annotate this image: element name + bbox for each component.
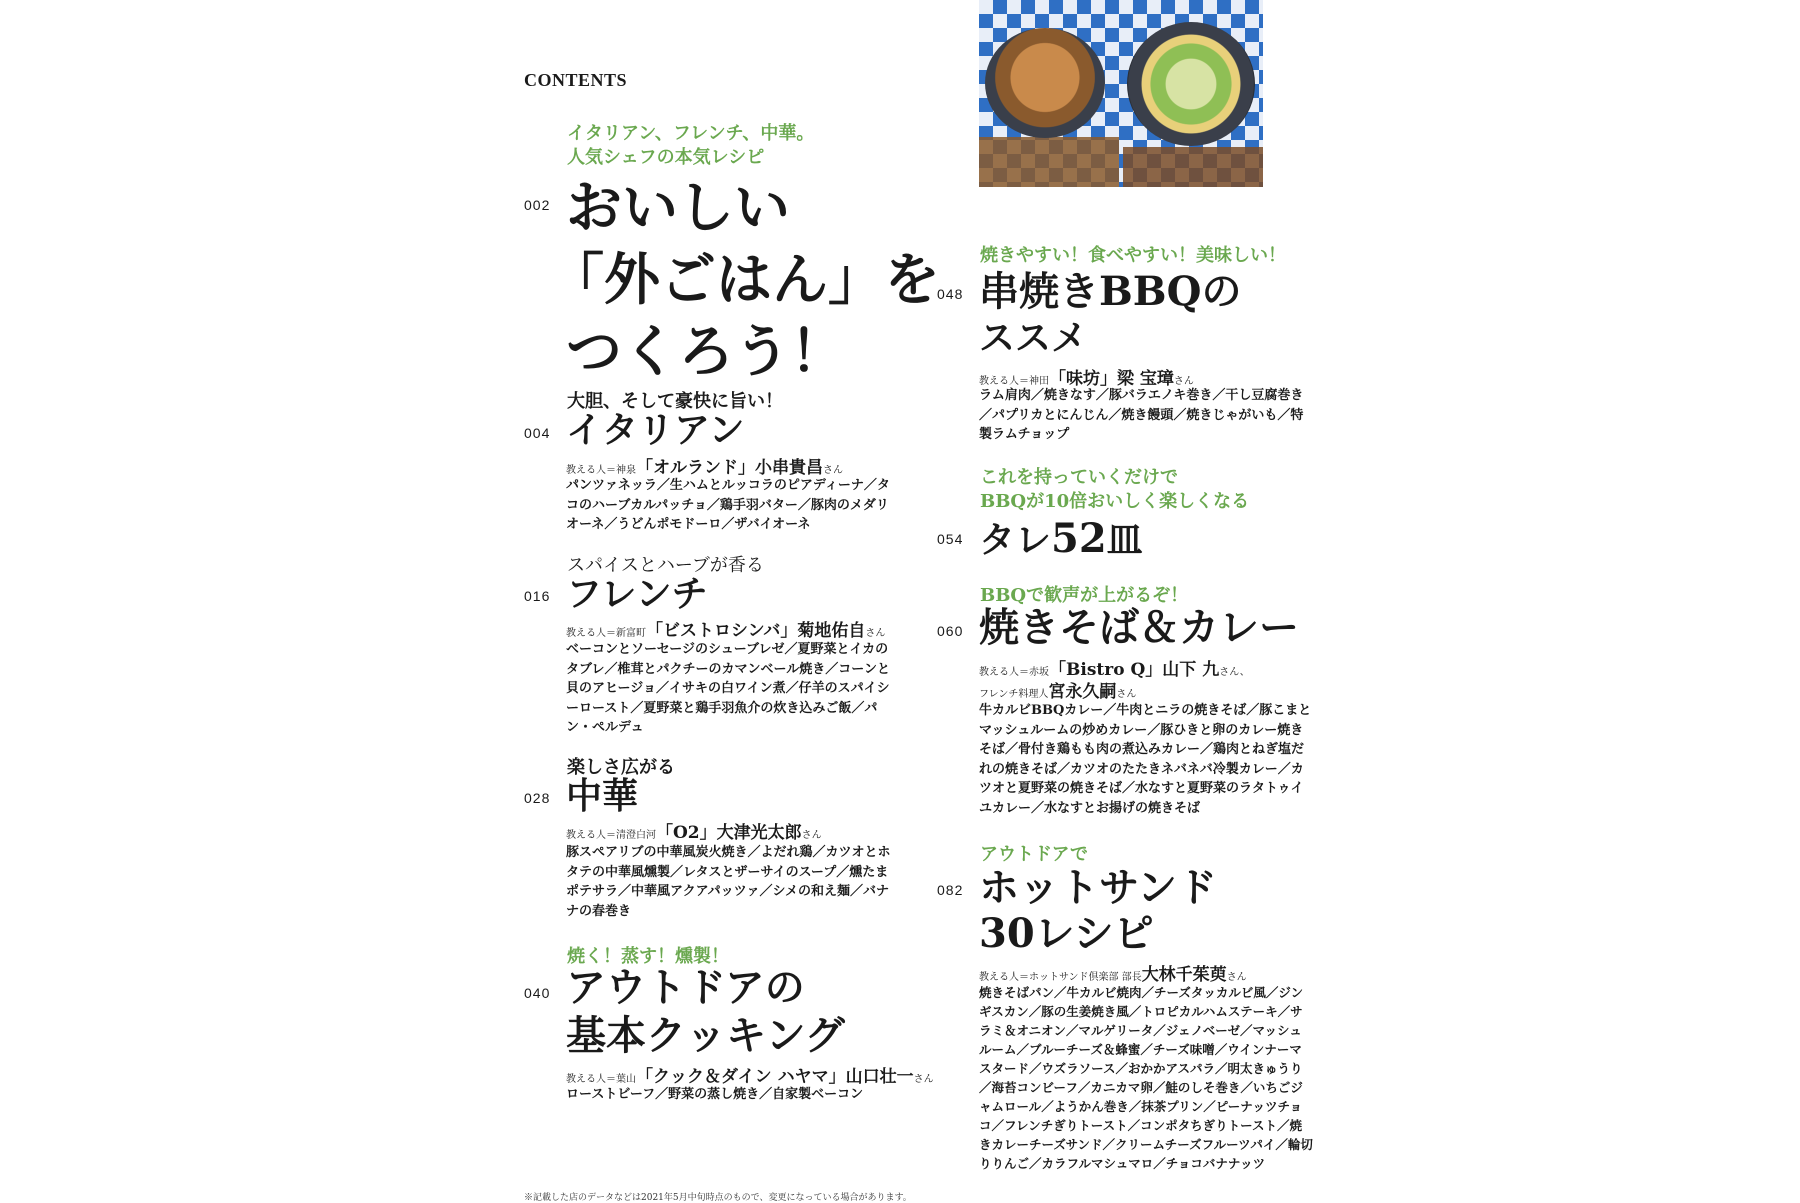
teacher-suffix: さん、 xyxy=(1219,667,1250,678)
intro-page-number: 002 xyxy=(524,197,551,213)
yakisoba-teacher-2 xyxy=(979,677,1136,702)
cover-photo xyxy=(979,0,1263,187)
teacher-name: 「味坊」梁 宝璋 xyxy=(1049,369,1174,389)
skewer-title-line-2: ススメ xyxy=(979,317,1088,359)
teacher-suffix: さん xyxy=(865,628,886,639)
hotsand-teacher xyxy=(979,960,1247,985)
skewer-title-line-1: 串焼きBBQの xyxy=(979,268,1242,315)
italian-lead: 大胆、そして豪快に旨い！ xyxy=(567,391,783,412)
teacher-prefix: 教える人＝赤坂 xyxy=(979,667,1049,678)
teacher-suffix: さん xyxy=(1173,376,1194,387)
hotsand-title-line-1: ホットサンド xyxy=(979,864,1217,911)
chinese-teacher xyxy=(566,818,822,843)
sauce-title xyxy=(979,515,1143,564)
photo-left xyxy=(979,0,1119,187)
chinese-lead: 楽しさ広がる xyxy=(567,757,675,778)
italian-page-number: 004 xyxy=(524,425,551,441)
yakisoba-title: 焼きそば＆カレー xyxy=(979,604,1299,651)
italian-title: イタリアン xyxy=(566,409,745,451)
hotsand-dishes: 焼きそばパン／牛カルビ焼肉／チーズタッカルビ風／ジンギスカン／豚の生姜焼き風／トロピカルハムステーキ／サラミ＆オニオン／マルゲリータ／ジェノベーゼ／マッシュルーム／ブルーチーズ＆蜂蜜／チーズ味噌／ウインナーマスタード／ウズラソース／おかかアスパラ／明太きゅうり／海苔コンビーフ／カニカマ卵／鮭のしそ巻き／いちごジャムロール／ようかん巻き／抹茶プリン／ピーナッツチョコ／フレンチぎりトースト／コンポタちぎりトースト／焼きカレーチーズサンド／クリームチーズフルーツパイ／輪切りりんご／カラフルマシュマロ／チョコバナナッツ xyxy=(979,985,1313,1171)
basic-page-number: 040 xyxy=(524,985,551,1001)
chinese-page-number: 028 xyxy=(524,790,551,806)
footnote: ※記載した店のデータなどは2021年5月中旬時点のもので、変更になっている場合があります。 xyxy=(524,1193,912,1203)
basic-lead: 焼く！蒸す！燻製！ xyxy=(567,946,729,967)
teacher-suffix: さん xyxy=(1226,972,1247,983)
italian-teacher xyxy=(566,453,843,478)
intro-title-line-1: おいしい xyxy=(566,175,790,241)
teacher-name: 大林千茱萸 xyxy=(1141,965,1227,985)
french-title: フレンチ xyxy=(566,573,708,615)
wooden-board xyxy=(979,137,1119,187)
sauce-page-number: 054 xyxy=(937,531,964,547)
teacher-prefix: 教える人＝ホットサンド倶楽部 部長 xyxy=(979,972,1142,983)
teacher-suffix: さん xyxy=(823,465,843,476)
chinese-dishes: 豚スペアリブの中華風炭火焼き／よだれ鶏／カツオとホタテの中華風燻製／レタスとザーサイのスープ／燻たまポテサラ／中華風アクアパッツァ／シメの和え麺／バナナの春巻き xyxy=(566,845,891,919)
teacher-suffix: さん xyxy=(913,1074,934,1085)
italian-dishes: パンツァネッラ／生ハムとルッコラのピアディーナ／タコのハーブカルパッチョ／鶏手羽バター／豚肉のメダリオーネ／うどんポモドーロ／ザバイオーネ xyxy=(566,478,890,532)
teacher-name: 「O2」大津光太郎 xyxy=(656,823,802,843)
teacher-prefix: 教える人＝新富町 xyxy=(566,628,646,639)
skewer-dishes: ラム肩肉／焼きなす／豚バラエノキ巻き／干し豆腐巻き／パプリカとにんじん／焼き饅頭／焼きじゃがいも／特製ラムチョップ xyxy=(979,388,1304,442)
teacher-prefix: 教える人＝葉山 xyxy=(566,1074,636,1085)
teacher-name: 「オルランド」小串貴昌 xyxy=(636,458,823,478)
sauce-title-suffix: 皿 xyxy=(1106,519,1143,561)
teacher-prefix: 教える人＝神泉 xyxy=(566,465,636,476)
skewer-lead: 焼きやすい！食べやすい！美味しい！ xyxy=(980,245,1286,266)
hotsand-lead: アウトドアで xyxy=(980,844,1088,865)
basic-teacher xyxy=(566,1062,934,1087)
hotsand-page-number: 082 xyxy=(937,882,964,898)
hotsand-title-suffix: レシピ xyxy=(1034,910,1154,957)
skewer-page-number: 048 xyxy=(937,286,964,302)
french-lead: スパイスとハーブが香る xyxy=(567,555,764,576)
teacher-suffix: さん xyxy=(1116,689,1137,700)
yakisoba-dishes: 牛カルビBBQカレー／牛肉とニラの焼きそば／豚こまとマッシュルームの炒めカレー／豚ひきと卵のカレー焼きそば／骨付き鶏もも肉の煮込みカレー／鶏肉とねぎ塩だれの焼きそば／カツオのたたきネバネバ冷製カレー／カツオと夏野菜の焼きそば／水なすと夏野菜のラタトゥイユカレー／水なすとお揚げの焼きそば xyxy=(979,703,1312,816)
french-dishes: ベーコンとソーセージのシューブレゼ／夏野菜とイカのタブレ／椎茸とパクチーのカマンベール焼き／コーンと貝のアヒージョ／イサキの白ワイン煮／仔羊のスパイシーロースト／夏野菜と鶏手羽魚介の炊き込みご飯／パン・ペルデュ xyxy=(566,642,890,735)
pot-with-vegetables-icon xyxy=(1127,22,1255,146)
hotsand-title-line-2 xyxy=(979,910,1154,958)
sauce-lead: これを持っていくだけで BBQが10倍おいしく楽しくなる xyxy=(980,467,1250,512)
sauce-title-prefix: タレ xyxy=(979,519,1052,561)
wooden-board xyxy=(1123,147,1263,187)
teacher-prefix: 教える人＝神田 xyxy=(979,376,1049,387)
teacher-prefix: フレンチ料理人 xyxy=(979,689,1049,700)
basic-dishes: ローストビーフ／野菜の蒸し焼き／自家製ベーコン xyxy=(566,1087,864,1102)
intro-title-line-2: 「外ごはん」を xyxy=(548,247,940,313)
teacher-name: 「ビストロシンバ」菊地佑自 xyxy=(646,621,866,641)
teacher-name: 宮永久嗣 xyxy=(1048,682,1117,702)
yakisoba-lead: BBQで歓声が上がるぞ！ xyxy=(980,585,1189,606)
yakisoba-page-number: 060 xyxy=(937,623,964,639)
teacher-prefix: 教える人＝清澄白河 xyxy=(566,830,656,841)
basic-title-line-2: 基本クッキング xyxy=(566,1012,845,1059)
chinese-title: 中華 xyxy=(566,775,639,817)
sauce-title-number: 52 xyxy=(1051,515,1107,562)
teacher-name: 「クック＆ダイン ハヤマ」山口壮一 xyxy=(636,1067,914,1087)
intro-lead: イタリアン、フレンチ、中華。 人気シェフの本気レシピ xyxy=(567,123,815,168)
contents-label: CONTENTS xyxy=(524,70,628,90)
intro-title-line-3: つくろう！ xyxy=(566,319,846,385)
teacher-name: 「Bistro Q」山下 九 xyxy=(1049,660,1220,680)
hotsand-title-number: 30 xyxy=(979,910,1035,957)
french-page-number: 016 xyxy=(524,588,551,604)
photo-right xyxy=(1123,0,1263,187)
pot-with-roasted-meat-icon xyxy=(985,28,1105,138)
basic-title-line-1: アウトドアの xyxy=(566,964,805,1011)
teacher-suffix: さん xyxy=(801,830,822,841)
french-teacher xyxy=(566,616,885,641)
